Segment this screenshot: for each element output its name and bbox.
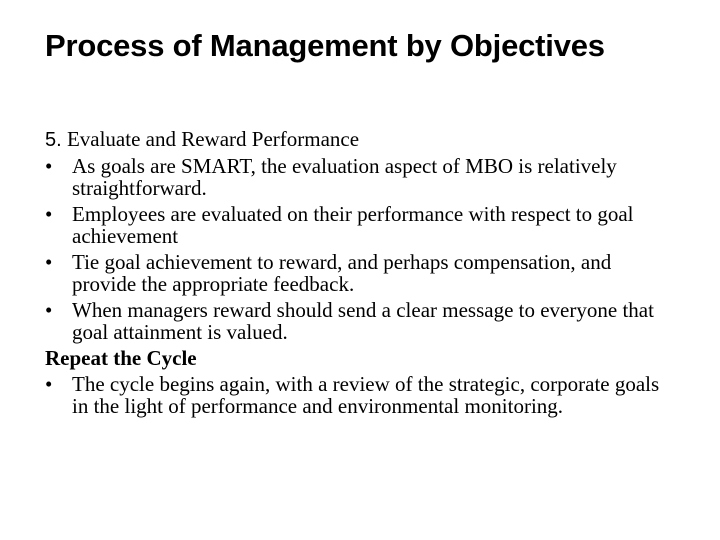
bullet-item [45,203,675,247]
bullet-text: The cycle begins again, with a review of the strategic, corporate goals in the light of performance and environmental monitoring. [72,372,660,418]
bullet-text: As goals are SMART, the evaluation aspect of MBO is relatively straightforward. [72,154,617,200]
repeat-cycle-heading: Repeat the Cycle [45,346,197,370]
slide-body [45,128,675,421]
bullet-glyph: • [45,154,53,178]
bullet-glyph: • [45,202,53,226]
bullet-text: Employees are evaluated on their performance with respect to goal achievement [72,202,634,248]
bullet-glyph: • [45,298,53,322]
step-number: 5. [45,129,62,151]
bullet-glyph: • [45,250,53,274]
step-5-heading [45,128,675,151]
bullet-item [45,373,675,417]
bullet-text: Tie goal achievement to reward, and perhaps compensation, and provide the appropriate feedback. [72,250,612,296]
bullet-item [45,251,675,295]
bullet-item [45,155,675,199]
step-heading-text: Evaluate and Reward Performance [66,127,360,151]
bullet-text: When managers reward should send a clear message to everyone that goal attainment is valued. [72,298,654,344]
slide-title: Process of Management by Objectives [45,28,605,63]
bullet-glyph: • [45,372,53,396]
bullet-item [45,299,675,343]
